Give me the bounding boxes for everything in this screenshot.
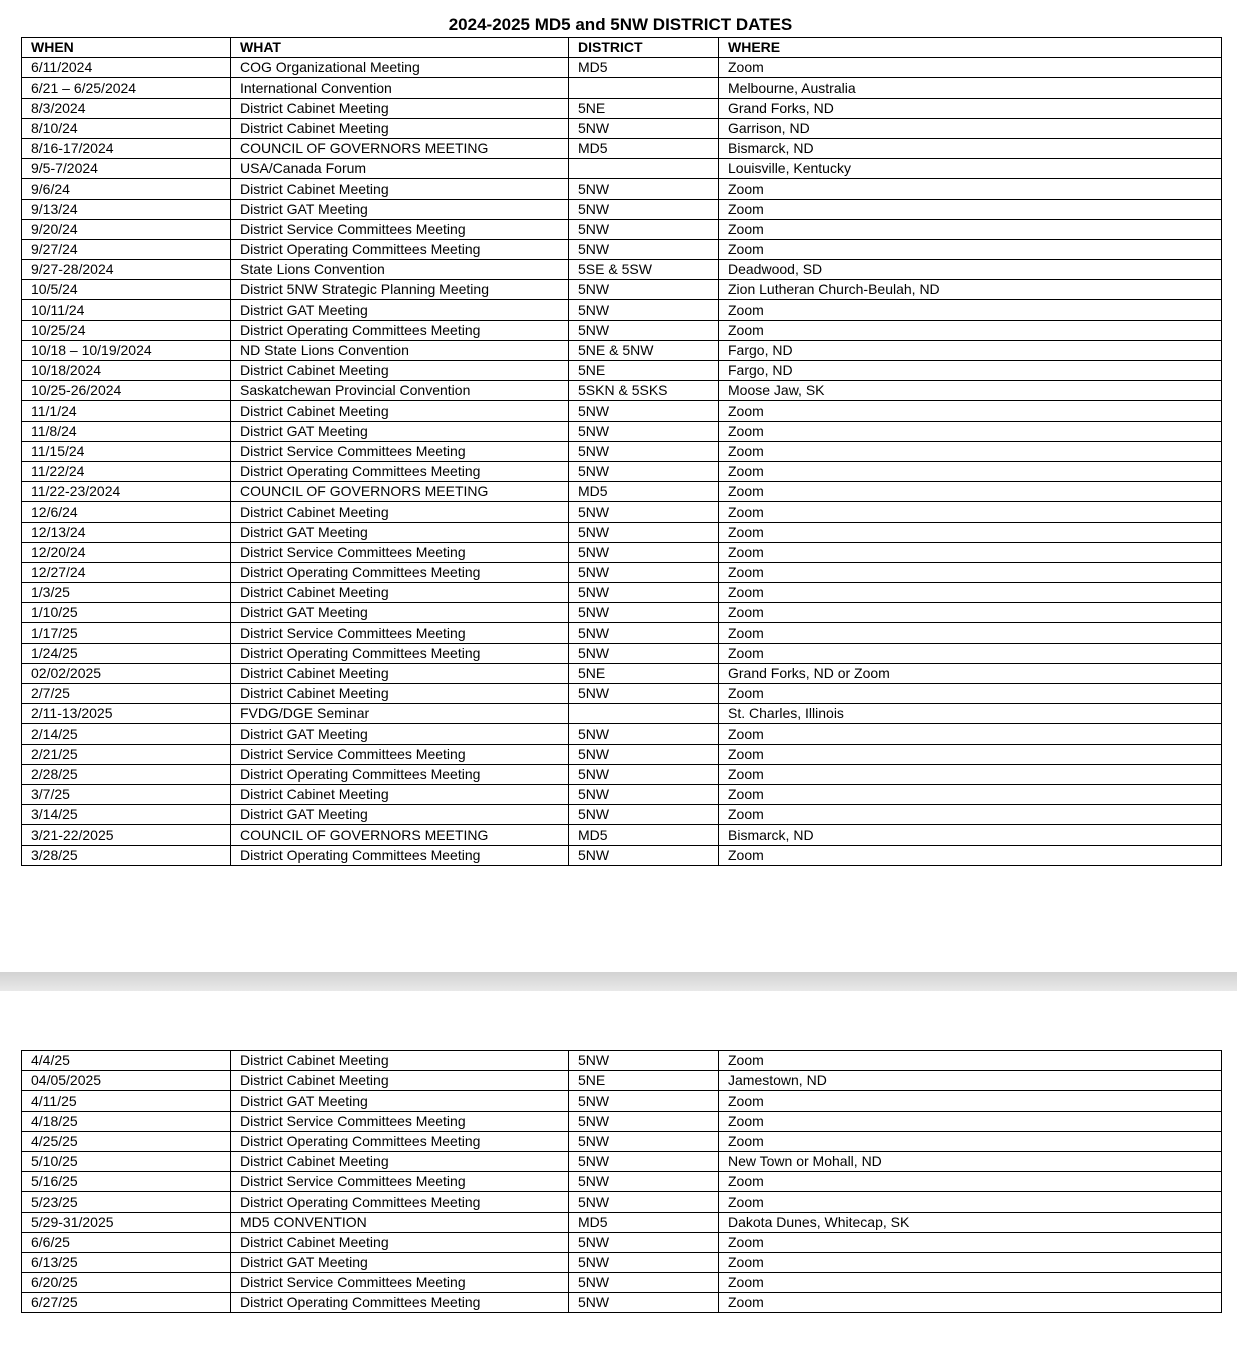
table-row bbox=[22, 1293, 1222, 1313]
cell-what: District Service Committees Meeting bbox=[231, 1273, 569, 1293]
table-row bbox=[22, 704, 1222, 724]
cell-where: Zoom bbox=[719, 320, 1222, 340]
cell-district: 5NW bbox=[569, 1232, 719, 1252]
cell-when: 9/6/24 bbox=[22, 179, 231, 199]
cell-district: 5NW bbox=[569, 1273, 719, 1293]
cell-district: MD5 bbox=[569, 1212, 719, 1232]
cell-district: 5NW bbox=[569, 845, 719, 865]
table-row bbox=[22, 643, 1222, 663]
cell-what: District 5NW Strategic Planning Meeting bbox=[231, 280, 569, 300]
cell-when: 4/25/25 bbox=[22, 1131, 231, 1151]
cell-when: 11/22/24 bbox=[22, 461, 231, 481]
table-row bbox=[22, 623, 1222, 643]
cell-what: District Cabinet Meeting bbox=[231, 1051, 569, 1071]
table-row bbox=[22, 219, 1222, 239]
cell-district: 5NW bbox=[569, 1293, 719, 1313]
cell-where: Zoom bbox=[719, 461, 1222, 481]
cell-district: 5NW bbox=[569, 583, 719, 603]
cell-what: COUNCIL OF GOVERNORS MEETING bbox=[231, 482, 569, 502]
cell-when: 9/27-28/2024 bbox=[22, 260, 231, 280]
cell-where: Zoom bbox=[719, 199, 1222, 219]
cell-district: 5NW bbox=[569, 280, 719, 300]
cell-what: District Cabinet Meeting bbox=[231, 583, 569, 603]
cell-where: Zoom bbox=[719, 1172, 1222, 1192]
cell-district bbox=[569, 704, 719, 724]
cell-where: Bismarck, ND bbox=[719, 138, 1222, 158]
table-row bbox=[22, 320, 1222, 340]
cell-what: District GAT Meeting bbox=[231, 199, 569, 219]
cell-district: MD5 bbox=[569, 825, 719, 845]
cell-where: Zoom bbox=[719, 583, 1222, 603]
cell-district: 5NW bbox=[569, 401, 719, 421]
cell-district: MD5 bbox=[569, 138, 719, 158]
cell-when: 9/13/24 bbox=[22, 199, 231, 219]
cell-district: 5NW bbox=[569, 744, 719, 764]
cell-when: 5/10/25 bbox=[22, 1151, 231, 1171]
cell-district: 5NW bbox=[569, 724, 719, 744]
cell-district: 5NW bbox=[569, 239, 719, 259]
table-row bbox=[22, 1192, 1222, 1212]
table-row bbox=[22, 583, 1222, 603]
cell-when: 2/14/25 bbox=[22, 724, 231, 744]
cell-where: Zoom bbox=[719, 1051, 1222, 1071]
cell-what: District Cabinet Meeting bbox=[231, 118, 569, 138]
cell-where: Zoom bbox=[719, 805, 1222, 825]
cell-where: Zoom bbox=[719, 744, 1222, 764]
cell-district: 5NW bbox=[569, 684, 719, 704]
table-row bbox=[22, 502, 1222, 522]
cell-what: District Cabinet Meeting bbox=[231, 663, 569, 683]
cell-when: 8/3/2024 bbox=[22, 98, 231, 118]
cell-district: 5NW bbox=[569, 1252, 719, 1272]
table-row bbox=[22, 401, 1222, 421]
cell-when: 4/11/25 bbox=[22, 1091, 231, 1111]
cell-when: 9/20/24 bbox=[22, 219, 231, 239]
cell-district: 5NE bbox=[569, 663, 719, 683]
cell-when: 3/7/25 bbox=[22, 784, 231, 804]
cell-what: District Operating Committees Meeting bbox=[231, 764, 569, 784]
cell-district: 5NE bbox=[569, 1071, 719, 1091]
table-row bbox=[22, 78, 1222, 98]
cell-where: Zoom bbox=[719, 845, 1222, 865]
cell-district: 5NE bbox=[569, 98, 719, 118]
cell-what: District Cabinet Meeting bbox=[231, 502, 569, 522]
cell-where: Zion Lutheran Church-Beulah, ND bbox=[719, 280, 1222, 300]
cell-when: 9/5-7/2024 bbox=[22, 159, 231, 179]
cell-where: Deadwood, SD bbox=[719, 260, 1222, 280]
cell-where: Louisville, Kentucky bbox=[719, 159, 1222, 179]
cell-where: Zoom bbox=[719, 724, 1222, 744]
table-row bbox=[22, 421, 1222, 441]
table-row bbox=[22, 1091, 1222, 1111]
table-row bbox=[22, 744, 1222, 764]
cell-when: 5/29-31/2025 bbox=[22, 1212, 231, 1232]
cell-when: 11/1/24 bbox=[22, 401, 231, 421]
table-header-row bbox=[22, 38, 1222, 58]
cell-district: 5NW bbox=[569, 805, 719, 825]
page-title: 2024-2025 MD5 and 5NW DISTRICT DATES bbox=[448, 15, 793, 34]
cell-district: 5NW bbox=[569, 441, 719, 461]
cell-when: 2/11-13/2025 bbox=[22, 704, 231, 724]
cell-where: Fargo, ND bbox=[719, 361, 1222, 381]
cell-what: COUNCIL OF GOVERNORS MEETING bbox=[231, 825, 569, 845]
cell-when: 8/10/24 bbox=[22, 118, 231, 138]
cell-district: 5NW bbox=[569, 219, 719, 239]
cell-where: Garrison, ND bbox=[719, 118, 1222, 138]
cell-district: 5NW bbox=[569, 502, 719, 522]
cell-where: Zoom bbox=[719, 502, 1222, 522]
cell-when: 10/18 – 10/19/2024 bbox=[22, 340, 231, 360]
cell-when: 12/27/24 bbox=[22, 562, 231, 582]
cell-where: Zoom bbox=[719, 441, 1222, 461]
cell-district: 5NW bbox=[569, 320, 719, 340]
cell-what: District Operating Committees Meeting bbox=[231, 845, 569, 865]
cell-when: 2/28/25 bbox=[22, 764, 231, 784]
cell-district: 5NW bbox=[569, 1192, 719, 1212]
cell-when: 10/5/24 bbox=[22, 280, 231, 300]
page-break-separator bbox=[0, 972, 1237, 991]
table-row bbox=[22, 845, 1222, 865]
table-row bbox=[22, 300, 1222, 320]
cell-what: District GAT Meeting bbox=[231, 1091, 569, 1111]
table-row bbox=[22, 1172, 1222, 1192]
table-row bbox=[22, 461, 1222, 481]
cell-where: Zoom bbox=[719, 219, 1222, 239]
cell-what: District GAT Meeting bbox=[231, 421, 569, 441]
table-row bbox=[22, 179, 1222, 199]
cell-where: Zoom bbox=[719, 1293, 1222, 1313]
cell-where: Zoom bbox=[719, 1091, 1222, 1111]
cell-when: 2/21/25 bbox=[22, 744, 231, 764]
cell-where: Zoom bbox=[719, 623, 1222, 643]
cell-what: District Operating Committees Meeting bbox=[231, 320, 569, 340]
cell-where: Zoom bbox=[719, 1273, 1222, 1293]
cell-when: 6/21 – 6/25/2024 bbox=[22, 78, 231, 98]
cell-what: District Service Committees Meeting bbox=[231, 441, 569, 461]
column-header-what: WHAT bbox=[231, 38, 569, 58]
cell-when: 12/6/24 bbox=[22, 502, 231, 522]
cell-what: District Cabinet Meeting bbox=[231, 1151, 569, 1171]
cell-what: District Cabinet Meeting bbox=[231, 98, 569, 118]
cell-when: 11/8/24 bbox=[22, 421, 231, 441]
cell-where: Zoom bbox=[719, 1232, 1222, 1252]
table-row bbox=[22, 482, 1222, 502]
cell-district: 5NW bbox=[569, 461, 719, 481]
table-row bbox=[22, 1071, 1222, 1091]
cell-district: MD5 bbox=[569, 58, 719, 78]
schedule-table-page-1 bbox=[21, 37, 1222, 866]
cell-what: District Operating Committees Meeting bbox=[231, 643, 569, 663]
cell-where: Zoom bbox=[719, 401, 1222, 421]
cell-where: Zoom bbox=[719, 421, 1222, 441]
table-row bbox=[22, 764, 1222, 784]
table-row bbox=[22, 340, 1222, 360]
table-row bbox=[22, 58, 1222, 78]
cell-what: District Cabinet Meeting bbox=[231, 1071, 569, 1091]
cell-what: District GAT Meeting bbox=[231, 1252, 569, 1272]
cell-where: Zoom bbox=[719, 482, 1222, 502]
table-row bbox=[22, 684, 1222, 704]
cell-when: 5/23/25 bbox=[22, 1192, 231, 1212]
cell-when: 12/20/24 bbox=[22, 542, 231, 562]
cell-when: 6/20/25 bbox=[22, 1273, 231, 1293]
cell-district: 5NW bbox=[569, 603, 719, 623]
column-header-district: DISTRICT bbox=[569, 38, 719, 58]
cell-what: ND State Lions Convention bbox=[231, 340, 569, 360]
cell-when: 10/25-26/2024 bbox=[22, 381, 231, 401]
cell-when: 12/13/24 bbox=[22, 522, 231, 542]
cell-what: District Service Committees Meeting bbox=[231, 1172, 569, 1192]
cell-what: District GAT Meeting bbox=[231, 603, 569, 623]
cell-district: 5NW bbox=[569, 562, 719, 582]
cell-where: Zoom bbox=[719, 522, 1222, 542]
cell-what: District Operating Committees Meeting bbox=[231, 239, 569, 259]
cell-what: District GAT Meeting bbox=[231, 805, 569, 825]
cell-what: International Convention bbox=[231, 78, 569, 98]
cell-where: Zoom bbox=[719, 684, 1222, 704]
table-row bbox=[22, 522, 1222, 542]
cell-when: 11/15/24 bbox=[22, 441, 231, 461]
table-row bbox=[22, 260, 1222, 280]
cell-district: 5NW bbox=[569, 542, 719, 562]
table-row bbox=[22, 1131, 1222, 1151]
cell-district: 5NW bbox=[569, 1172, 719, 1192]
cell-what: District Operating Committees Meeting bbox=[231, 1192, 569, 1212]
cell-when: 9/27/24 bbox=[22, 239, 231, 259]
cell-district: 5NW bbox=[569, 1151, 719, 1171]
column-header-when: WHEN bbox=[22, 38, 231, 58]
cell-what: District Operating Committees Meeting bbox=[231, 1293, 569, 1313]
cell-what: District Service Committees Meeting bbox=[231, 623, 569, 643]
cell-where: Zoom bbox=[719, 603, 1222, 623]
cell-district bbox=[569, 78, 719, 98]
cell-district: 5SKN & 5SKS bbox=[569, 381, 719, 401]
cell-when: 8/16-17/2024 bbox=[22, 138, 231, 158]
cell-district: 5NW bbox=[569, 522, 719, 542]
cell-where: Melbourne, Australia bbox=[719, 78, 1222, 98]
cell-where: Zoom bbox=[719, 1131, 1222, 1151]
cell-district: 5NW bbox=[569, 199, 719, 219]
cell-district: 5NE & 5NW bbox=[569, 340, 719, 360]
cell-where: Zoom bbox=[719, 300, 1222, 320]
cell-where: St. Charles, Illinois bbox=[719, 704, 1222, 724]
table-row bbox=[22, 1252, 1222, 1272]
column-header-where: WHERE bbox=[719, 38, 1222, 58]
table-row bbox=[22, 239, 1222, 259]
cell-when: 6/11/2024 bbox=[22, 58, 231, 78]
table-row bbox=[22, 825, 1222, 845]
cell-what: District GAT Meeting bbox=[231, 724, 569, 744]
table-row bbox=[22, 784, 1222, 804]
table-row bbox=[22, 381, 1222, 401]
cell-where: Zoom bbox=[719, 179, 1222, 199]
cell-what: USA/Canada Forum bbox=[231, 159, 569, 179]
cell-where: Dakota Dunes, Whitecap, SK bbox=[719, 1212, 1222, 1232]
cell-where: Grand Forks, ND bbox=[719, 98, 1222, 118]
table-row bbox=[22, 663, 1222, 683]
cell-where: Zoom bbox=[719, 1252, 1222, 1272]
cell-when: 11/22-23/2024 bbox=[22, 482, 231, 502]
cell-what: District Cabinet Meeting bbox=[231, 1232, 569, 1252]
cell-what: District Service Committees Meeting bbox=[231, 1111, 569, 1131]
cell-what: Saskatchewan Provincial Convention bbox=[231, 381, 569, 401]
cell-what: District Operating Committees Meeting bbox=[231, 461, 569, 481]
cell-district: 5SE & 5SW bbox=[569, 260, 719, 280]
cell-district: 5NW bbox=[569, 784, 719, 804]
table-row bbox=[22, 280, 1222, 300]
cell-when: 04/05/2025 bbox=[22, 1071, 231, 1091]
cell-district: 5NW bbox=[569, 764, 719, 784]
cell-what: District Service Committees Meeting bbox=[231, 744, 569, 764]
cell-when: 6/27/25 bbox=[22, 1293, 231, 1313]
cell-what: District Service Committees Meeting bbox=[231, 219, 569, 239]
cell-where: Zoom bbox=[719, 58, 1222, 78]
cell-where: Zoom bbox=[719, 764, 1222, 784]
cell-when: 10/11/24 bbox=[22, 300, 231, 320]
table-row bbox=[22, 98, 1222, 118]
cell-what: District GAT Meeting bbox=[231, 522, 569, 542]
cell-district: MD5 bbox=[569, 482, 719, 502]
cell-what: State Lions Convention bbox=[231, 260, 569, 280]
cell-when: 1/17/25 bbox=[22, 623, 231, 643]
cell-when: 3/21-22/2025 bbox=[22, 825, 231, 845]
table-body-page-1 bbox=[22, 58, 1222, 866]
cell-district: 5NW bbox=[569, 300, 719, 320]
cell-district: 5NW bbox=[569, 1111, 719, 1131]
table-row bbox=[22, 159, 1222, 179]
table-row bbox=[22, 138, 1222, 158]
cell-where: Zoom bbox=[719, 542, 1222, 562]
table-row bbox=[22, 542, 1222, 562]
cell-district bbox=[569, 159, 719, 179]
cell-what: District Cabinet Meeting bbox=[231, 179, 569, 199]
cell-what: District Cabinet Meeting bbox=[231, 684, 569, 704]
table-row bbox=[22, 805, 1222, 825]
cell-district: 5NE bbox=[569, 361, 719, 381]
cell-what: District Operating Committees Meeting bbox=[231, 1131, 569, 1151]
cell-when: 02/02/2025 bbox=[22, 663, 231, 683]
cell-district: 5NW bbox=[569, 623, 719, 643]
cell-where: Fargo, ND bbox=[719, 340, 1222, 360]
cell-what: FVDG/DGE Seminar bbox=[231, 704, 569, 724]
cell-what: MD5 CONVENTION bbox=[231, 1212, 569, 1232]
table-row bbox=[22, 1151, 1222, 1171]
cell-district: 5NW bbox=[569, 179, 719, 199]
cell-when: 1/10/25 bbox=[22, 603, 231, 623]
cell-where: Moose Jaw, SK bbox=[719, 381, 1222, 401]
table-row bbox=[22, 118, 1222, 138]
cell-district: 5NW bbox=[569, 1131, 719, 1151]
cell-where: Zoom bbox=[719, 1192, 1222, 1212]
table-row bbox=[22, 1232, 1222, 1252]
table-row bbox=[22, 1051, 1222, 1071]
cell-what: District GAT Meeting bbox=[231, 300, 569, 320]
cell-where: Bismarck, ND bbox=[719, 825, 1222, 845]
cell-when: 3/28/25 bbox=[22, 845, 231, 865]
table-row bbox=[22, 361, 1222, 381]
table-row bbox=[22, 199, 1222, 219]
cell-district: 5NW bbox=[569, 118, 719, 138]
cell-where: Zoom bbox=[719, 784, 1222, 804]
cell-what: COUNCIL OF GOVERNORS MEETING bbox=[231, 138, 569, 158]
cell-where: Zoom bbox=[719, 643, 1222, 663]
cell-where: Grand Forks, ND or Zoom bbox=[719, 663, 1222, 683]
cell-where: New Town or Mohall, ND bbox=[719, 1151, 1222, 1171]
cell-when: 5/16/25 bbox=[22, 1172, 231, 1192]
cell-when: 6/13/25 bbox=[22, 1252, 231, 1272]
cell-where: Zoom bbox=[719, 1111, 1222, 1131]
cell-when: 2/7/25 bbox=[22, 684, 231, 704]
cell-when: 6/6/25 bbox=[22, 1232, 231, 1252]
cell-what: District Operating Committees Meeting bbox=[231, 562, 569, 582]
cell-what: District Cabinet Meeting bbox=[231, 361, 569, 381]
cell-where: Jamestown, ND bbox=[719, 1071, 1222, 1091]
cell-when: 3/14/25 bbox=[22, 805, 231, 825]
cell-where: Zoom bbox=[719, 239, 1222, 259]
schedule-table-page-2 bbox=[21, 1050, 1222, 1313]
table-row bbox=[22, 1273, 1222, 1293]
cell-district: 5NW bbox=[569, 1051, 719, 1071]
cell-when: 1/3/25 bbox=[22, 583, 231, 603]
cell-what: District Cabinet Meeting bbox=[231, 401, 569, 421]
table-row bbox=[22, 562, 1222, 582]
cell-when: 1/24/25 bbox=[22, 643, 231, 663]
cell-district: 5NW bbox=[569, 1091, 719, 1111]
cell-what: COG Organizational Meeting bbox=[231, 58, 569, 78]
cell-when: 10/18/2024 bbox=[22, 361, 231, 381]
table-body-page-2 bbox=[22, 1051, 1222, 1313]
table-row bbox=[22, 603, 1222, 623]
cell-district: 5NW bbox=[569, 421, 719, 441]
table-row bbox=[22, 724, 1222, 744]
cell-when: 4/4/25 bbox=[22, 1051, 231, 1071]
cell-when: 10/25/24 bbox=[22, 320, 231, 340]
cell-what: District Cabinet Meeting bbox=[231, 784, 569, 804]
table-row bbox=[22, 441, 1222, 461]
cell-where: Zoom bbox=[719, 562, 1222, 582]
table-row bbox=[22, 1111, 1222, 1131]
cell-district: 5NW bbox=[569, 643, 719, 663]
cell-when: 4/18/25 bbox=[22, 1111, 231, 1131]
table-row bbox=[22, 1212, 1222, 1232]
cell-what: District Service Committees Meeting bbox=[231, 542, 569, 562]
